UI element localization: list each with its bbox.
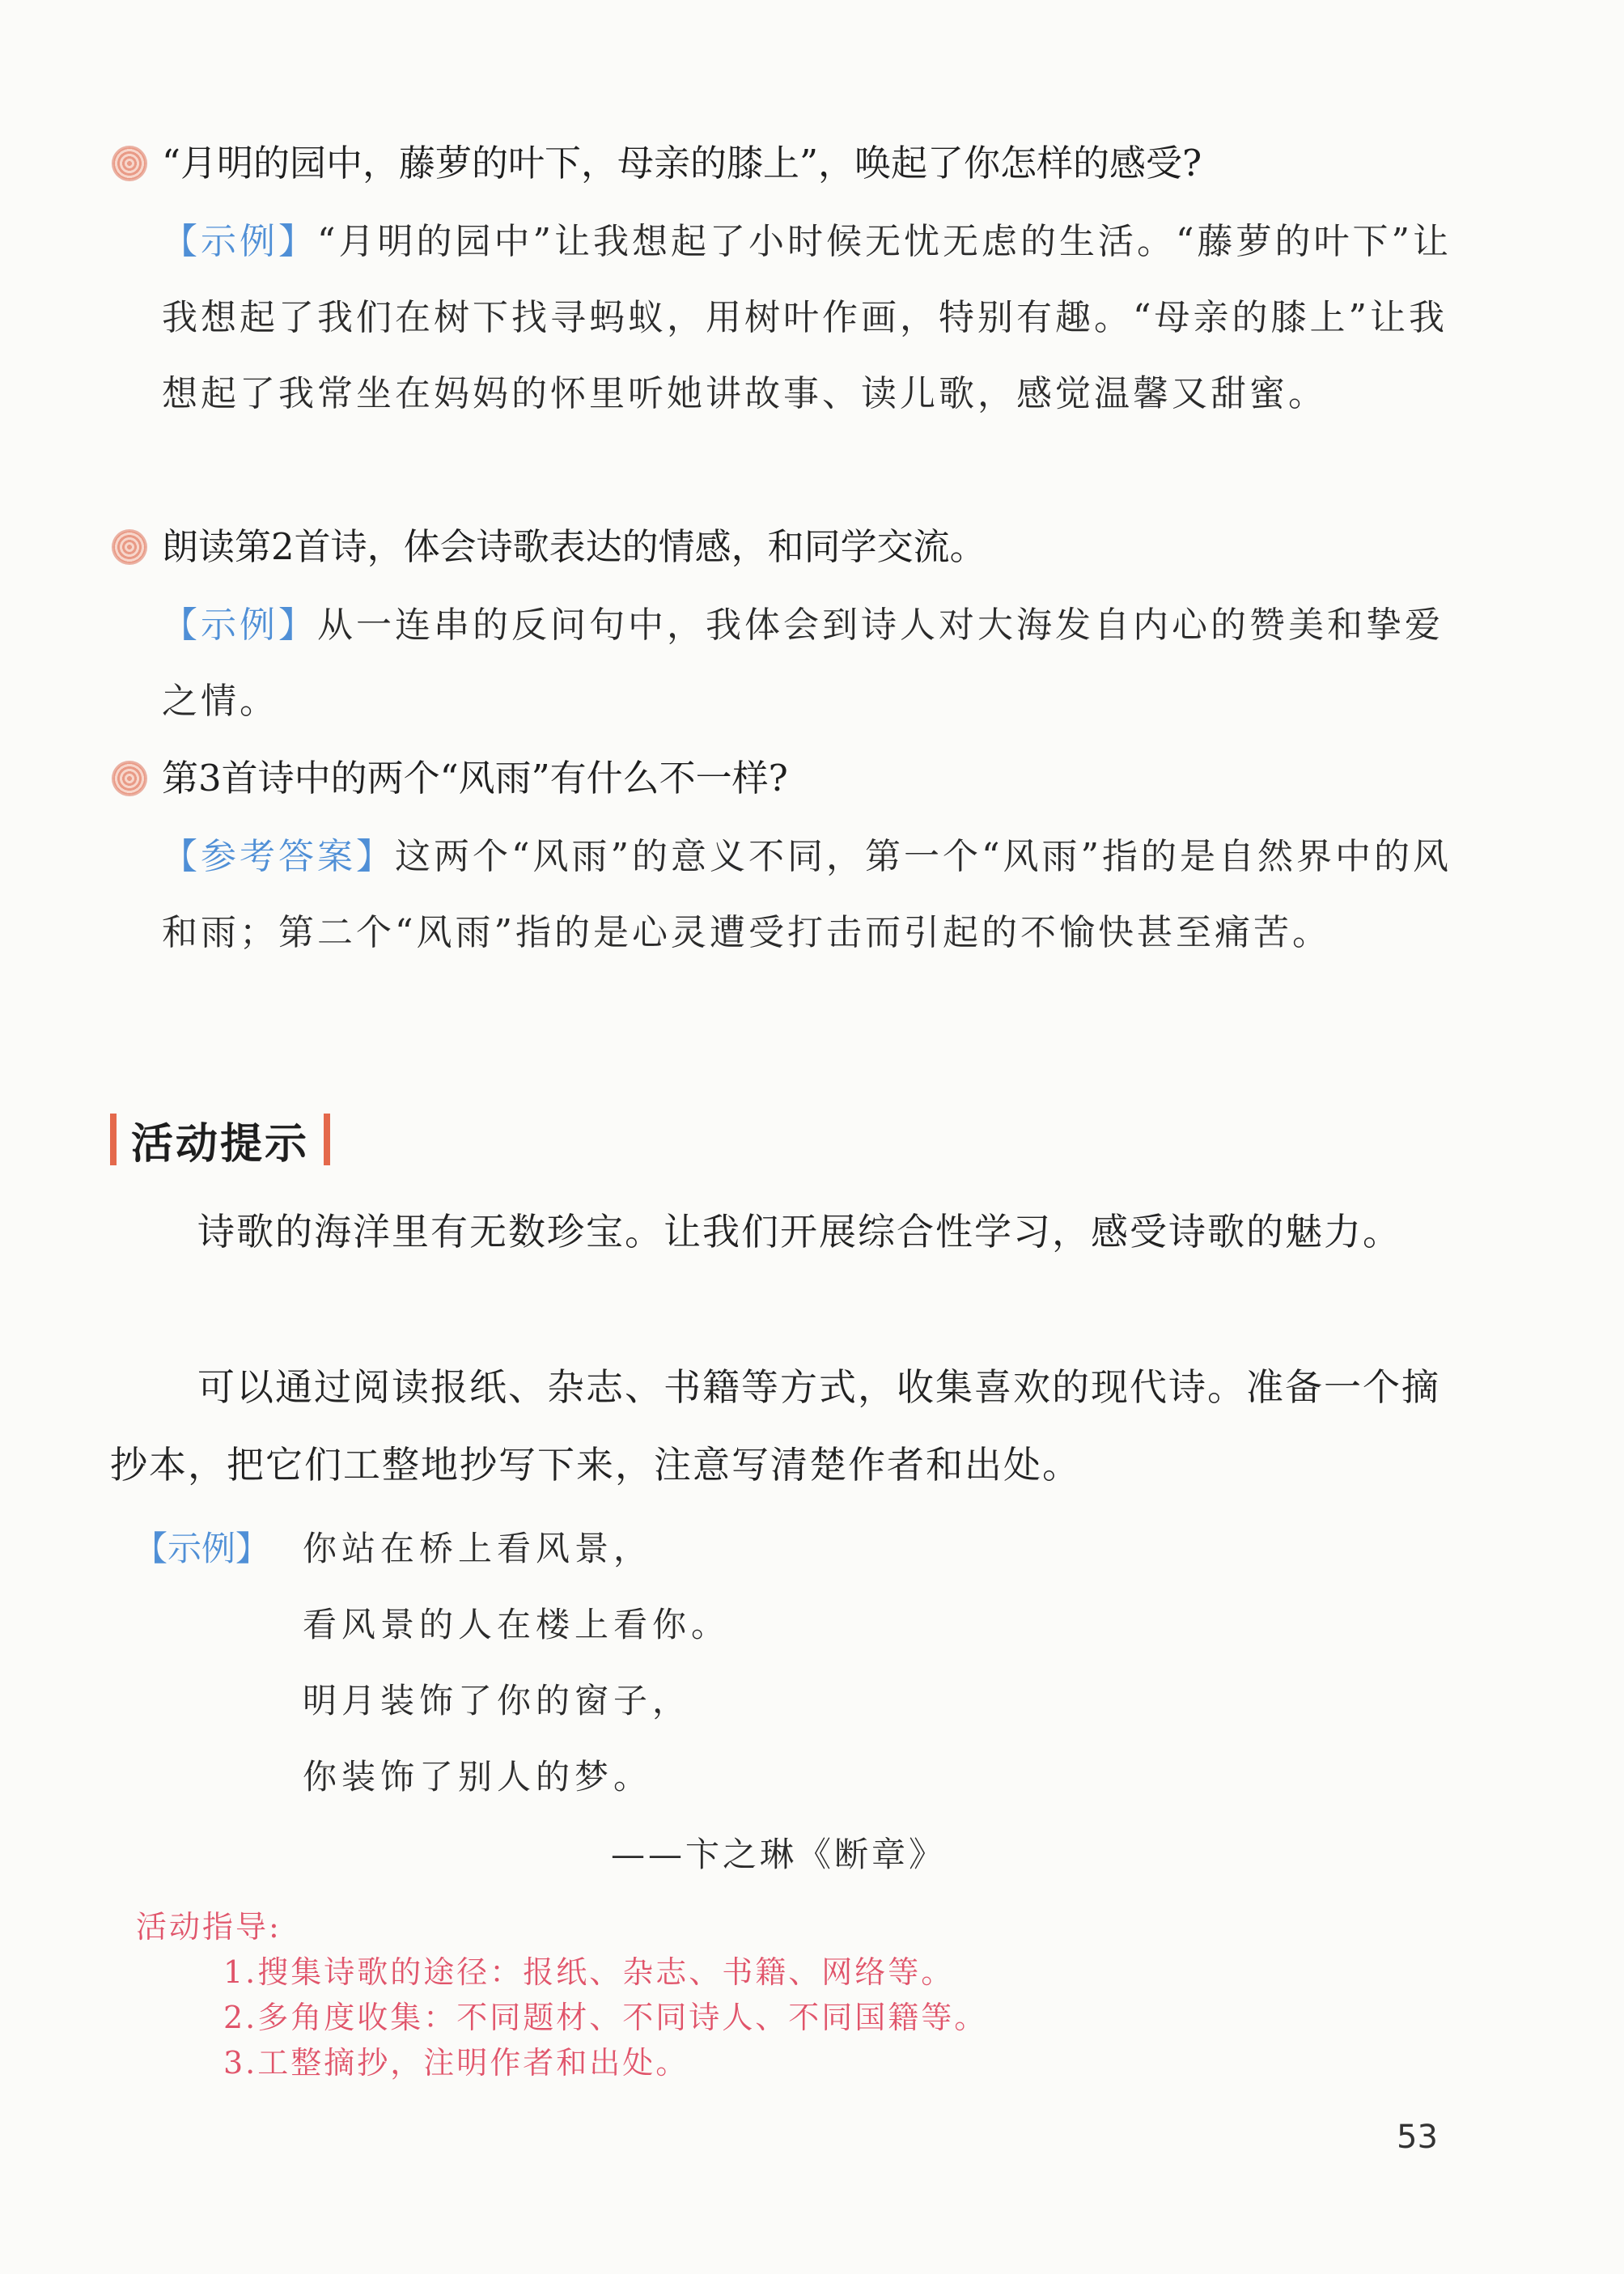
answer-1 xyxy=(162,204,1465,432)
question-3 xyxy=(113,754,788,803)
answer-1-tag: 【示例】 xyxy=(162,221,317,262)
answer-2-text: 从一连串的反问句中，我体会到诗人对大海发自内心的赞美和挚爱之情。 xyxy=(162,605,1444,722)
question-1 xyxy=(113,139,1202,188)
poem-line-4: 你装饰了别人的梦。 xyxy=(303,1757,653,1797)
page-number: 53 xyxy=(1397,2119,1438,2156)
answer-1-text: “月明的园中”让我想起了小时候无忧无虑的生活。“藤萝的叶下”让我想起了我们在树下找寻蚂蚁，用树叶作画，特别有趣。“母亲的膝上”让我想起了我常坐在妈妈的怀里听她讲故事、读儿歌，感觉温馨又甜蜜。 xyxy=(162,221,1452,414)
answer-3-text: 这两个“风雨”的意义不同，第一个“风雨”指的是自然界中的风和雨；第二个“风雨”指的是心灵遭受打击而引起的不愉快甚至痛苦。 xyxy=(162,836,1452,953)
poem-line-2: 看风景的人在楼上看你。 xyxy=(303,1605,731,1644)
heading-bar-left xyxy=(110,1114,117,1165)
example-tag: 【示例】 xyxy=(134,1529,270,1568)
answer-2 xyxy=(162,588,1465,740)
heading-bar-right xyxy=(324,1114,330,1165)
section-paragraph-1: 诗歌的海洋里有无数珍宝。让我们开展综合性学习，感受诗歌的魅力。 xyxy=(197,1210,1401,1254)
section-paragraph-2: 可以通过阅读报纸、杂志、书籍等方式，收集喜欢的现代诗。准备一个摘抄本，把它们工整地抄写下来，注意写清楚作者和出处。 xyxy=(110,1365,1440,1487)
bullet-icon xyxy=(113,762,146,795)
poem-line-1: 你站在桥上看风景， xyxy=(303,1529,653,1568)
question-2-text: 朗读第2首诗，体会诗歌表达的情感，和同学交流。 xyxy=(162,525,986,568)
bullet-icon xyxy=(113,531,146,563)
bullet-icon xyxy=(113,147,146,180)
guidance-item-1: 1.搜集诗歌的途径：报纸、杂志、书籍、网络等。 xyxy=(223,1954,955,1990)
poem-source: ——卞之琳《断章》 xyxy=(611,1835,947,1874)
guidance-item-3: 3.工整摘抄，注明作者和出处。 xyxy=(223,2045,689,2081)
guidance-title: 活动指导: xyxy=(136,1909,282,1945)
section-title: 活动提示 xyxy=(131,1119,310,1169)
question-3-text: 第3首诗中的两个“风雨”有什么不一样? xyxy=(162,757,788,800)
question-2 xyxy=(113,523,986,571)
question-1-text: “月明的园中，藤萝的叶下，母亲的膝上”，唤起了你怎样的感受? xyxy=(162,142,1202,185)
answer-3 xyxy=(162,819,1465,971)
poem-line-3: 明月装饰了你的窗子， xyxy=(303,1681,692,1720)
guidance-item-2: 2.多角度收集：不同题材、不同诗人、不同国籍等。 xyxy=(223,2000,988,2035)
answer-2-tag: 【示例】 xyxy=(162,605,317,646)
answer-3-tag: 【参考答案】 xyxy=(162,836,395,877)
section-heading xyxy=(110,1110,330,1169)
